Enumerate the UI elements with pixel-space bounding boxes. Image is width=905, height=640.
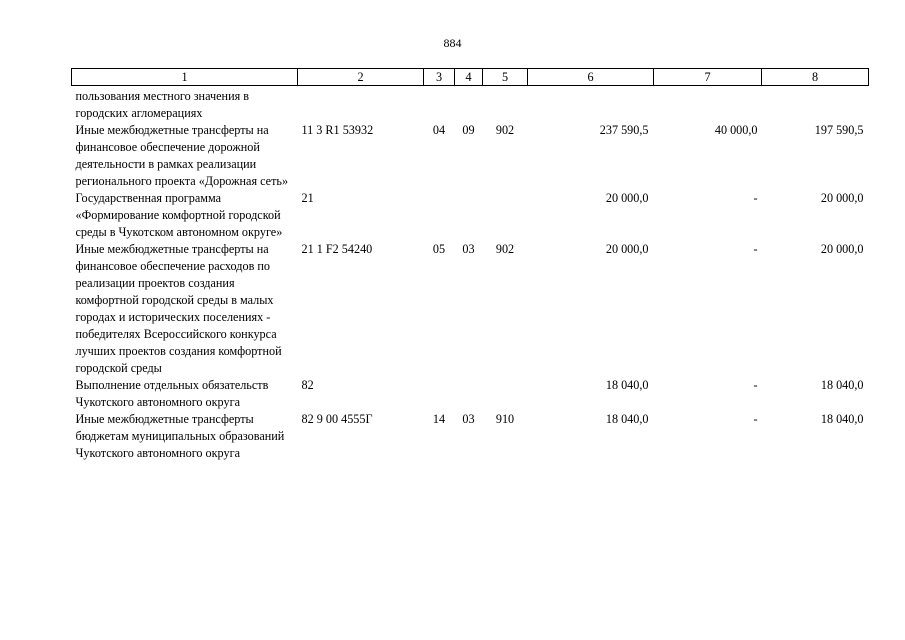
column-header: 2 xyxy=(298,69,424,86)
row-rz: 05 xyxy=(432,242,446,256)
row-name: Выполнение отдельных обязательств Чукотского автономного округа xyxy=(75,378,269,409)
row-col7: - xyxy=(753,378,758,392)
row-total: 20 000,0 xyxy=(605,242,649,256)
row-rz xyxy=(424,190,455,241)
row-grbs: 910 xyxy=(495,412,515,426)
row-col8 xyxy=(762,86,869,123)
column-header: 1 xyxy=(72,69,298,86)
row-rz: 04 xyxy=(432,123,446,137)
row-name: Иные межбюджетные трансферты бюджетам муниципальных образований Чукотского автономного округа xyxy=(75,412,285,460)
row-grbs xyxy=(483,86,528,123)
row-col8: 18 040,0 xyxy=(820,378,864,392)
row-pr xyxy=(455,190,483,241)
row-name: Государственная программа «Формирование комфортной городской среды в Чукотском автономном округе» xyxy=(75,191,283,239)
row-grbs xyxy=(483,377,528,411)
row-code: 21 1 F2 54240 xyxy=(301,242,373,256)
row-total: 18 040,0 xyxy=(605,412,649,426)
row-grbs xyxy=(483,190,528,241)
row-name: Иные межбюджетные трансферты на финансовое обеспечение дорожной деятельности в рамках реализации регионального проекта «Дорожная сеть» xyxy=(75,123,289,188)
row-col8: 20 000,0 xyxy=(820,191,864,205)
row-col7: - xyxy=(753,242,758,256)
row-col7: 40 000,0 xyxy=(714,123,758,137)
row-code: 11 3 R1 53932 xyxy=(301,123,374,137)
row-col8: 20 000,0 xyxy=(820,242,864,256)
row-col7: - xyxy=(753,412,758,426)
row-pr: 03 xyxy=(462,412,475,426)
budget-table xyxy=(71,68,869,462)
column-header: 7 xyxy=(654,69,762,86)
row-rz xyxy=(424,86,455,123)
row-name: Иные межбюджетные трансферты на финансовое обеспечение расходов по реализации проектов создания комфортной городской среды в малых городах и исторических поселениях - победителях Всероссийского конкурса лучших проектов создания комфортной городской среды xyxy=(75,242,282,375)
row-total: 237 590,5 xyxy=(599,123,649,137)
table-row xyxy=(72,122,869,190)
table-row xyxy=(72,411,869,462)
row-grbs: 902 xyxy=(495,123,515,137)
row-rz xyxy=(424,377,455,411)
page-number: 884 xyxy=(443,36,462,50)
column-header: 8 xyxy=(762,69,869,86)
row-total xyxy=(528,86,654,123)
column-number-row xyxy=(72,69,869,86)
row-code xyxy=(298,86,424,123)
row-pr: 09 xyxy=(462,123,475,137)
row-code: 82 xyxy=(301,378,314,392)
row-col7: - xyxy=(753,191,758,205)
column-header: 6 xyxy=(528,69,654,86)
row-pr: 03 xyxy=(462,242,475,256)
row-grbs: 902 xyxy=(495,242,515,256)
table-row xyxy=(72,241,869,377)
row-col8: 18 040,0 xyxy=(820,412,864,426)
table-row xyxy=(72,86,869,123)
row-name: пользования местного значения в городских агломерациях xyxy=(75,89,249,120)
row-pr xyxy=(455,377,483,411)
row-total: 18 040,0 xyxy=(605,378,649,392)
row-total: 20 000,0 xyxy=(605,191,649,205)
table-row xyxy=(72,190,869,241)
row-rz: 14 xyxy=(432,412,446,426)
table-row xyxy=(72,377,869,411)
row-code: 21 xyxy=(301,191,314,205)
row-code: 82 9 00 4555Г xyxy=(301,412,373,426)
column-header: 5 xyxy=(483,69,528,86)
column-header: 4 xyxy=(455,69,483,86)
table-body xyxy=(72,86,869,463)
column-header: 3 xyxy=(424,69,455,86)
row-col8: 197 590,5 xyxy=(814,123,864,137)
table-header xyxy=(72,69,869,86)
row-col7 xyxy=(654,86,762,123)
row-pr xyxy=(455,86,483,123)
